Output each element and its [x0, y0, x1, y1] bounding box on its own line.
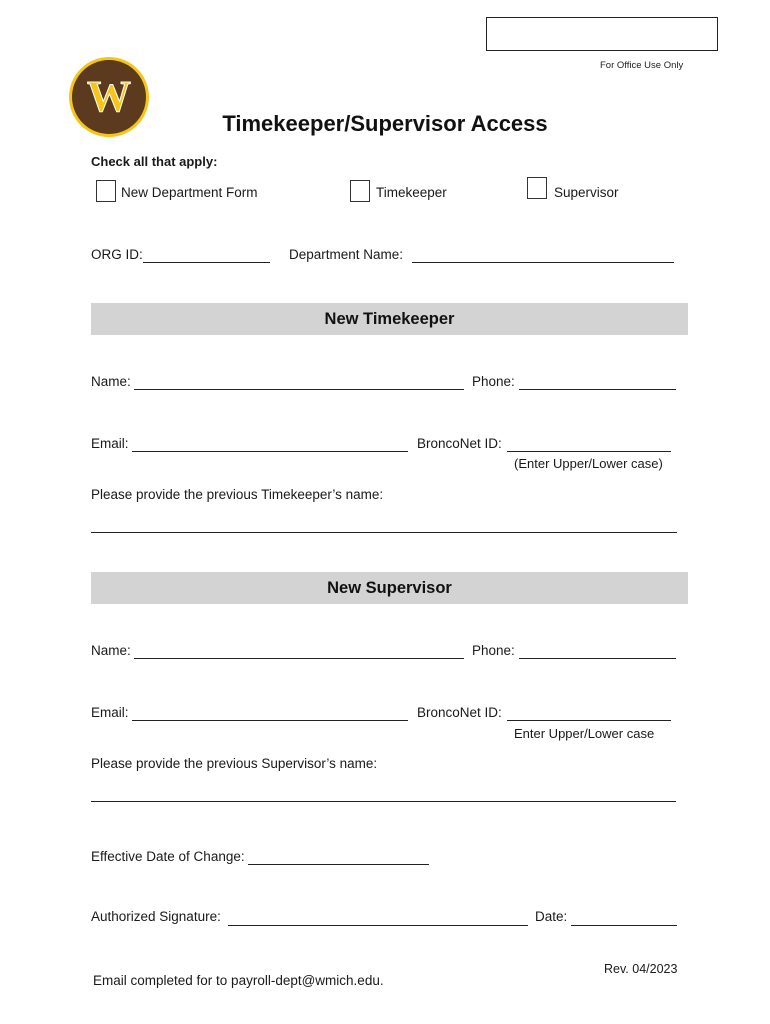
timekeeper-name-field[interactable] [134, 389, 464, 390]
previous-supervisor-label: Please provide the previous Supervisor’s name: [91, 756, 378, 771]
supervisor-bronconet-field[interactable] [507, 720, 671, 721]
signature-date-label: Date: [535, 909, 568, 924]
timekeeper-email-field[interactable] [132, 451, 408, 452]
timekeeper-checkbox[interactable] [350, 180, 370, 202]
supervisor-checkbox-label: Supervisor [554, 185, 619, 200]
new-supervisor-heading: New Supervisor [327, 579, 452, 597]
supervisor-phone-field[interactable] [519, 658, 676, 659]
revision-label: Rev. 04/2023 [604, 962, 678, 976]
timekeeper-phone-field[interactable] [519, 389, 676, 390]
supervisor-phone-label: Phone: [472, 643, 515, 658]
supervisor-bronconet-hint: Enter Upper/Lower case [514, 726, 655, 741]
new-supervisor-section-header [91, 572, 688, 604]
effective-date-field[interactable] [248, 864, 429, 865]
office-use-box[interactable] [486, 17, 718, 51]
page-title: Timekeeper/Supervisor Access [222, 111, 548, 136]
timekeeper-checkbox-label: Timekeeper [376, 185, 447, 200]
supervisor-email-label: Email: [91, 705, 129, 720]
timekeeper-name-label: Name: [91, 374, 131, 389]
new-timekeeper-heading: New Timekeeper [324, 310, 455, 328]
timekeeper-bronconet-hint: (Enter Upper/Lower case) [514, 456, 663, 471]
new-timekeeper-section-header [91, 303, 688, 335]
department-name-field[interactable] [412, 262, 674, 263]
previous-timekeeper-label: Please provide the previous Timekeeper’s name: [91, 487, 384, 502]
timekeeper-phone-label: Phone: [472, 374, 515, 389]
supervisor-bronconet-label: BroncoNet ID: [417, 705, 502, 720]
timekeeper-bronconet-label: BroncoNet ID: [417, 436, 502, 451]
check-all-label: Check all that apply: [91, 154, 218, 169]
timekeeper-email-label: Email: [91, 436, 129, 451]
signature-date-field[interactable] [571, 925, 677, 926]
previous-supervisor-field[interactable] [91, 801, 676, 802]
org-id-field[interactable] [143, 262, 270, 263]
department-name-label: Department Name: [289, 247, 404, 262]
logo-letter: W [87, 72, 131, 121]
supervisor-email-field[interactable] [132, 720, 408, 721]
new-department-form-checkbox[interactable] [96, 180, 116, 202]
supervisor-name-label: Name: [91, 643, 131, 658]
authorized-signature-label: Authorized Signature: [91, 909, 221, 924]
previous-timekeeper-field[interactable] [91, 532, 677, 533]
authorized-signature-field[interactable] [228, 925, 528, 926]
supervisor-checkbox[interactable] [527, 177, 547, 199]
effective-date-label: Effective Date of Change: [91, 849, 245, 864]
new-department-form-label: New Department Form [121, 185, 258, 200]
office-use-label: For Office Use Only [600, 60, 684, 71]
footer-email-instructions: Email completed for to payroll-dept@wmich.edu. [93, 973, 384, 988]
timekeeper-bronconet-field[interactable] [507, 451, 671, 452]
org-id-label: ORG ID: [91, 247, 143, 262]
supervisor-name-field[interactable] [134, 658, 464, 659]
